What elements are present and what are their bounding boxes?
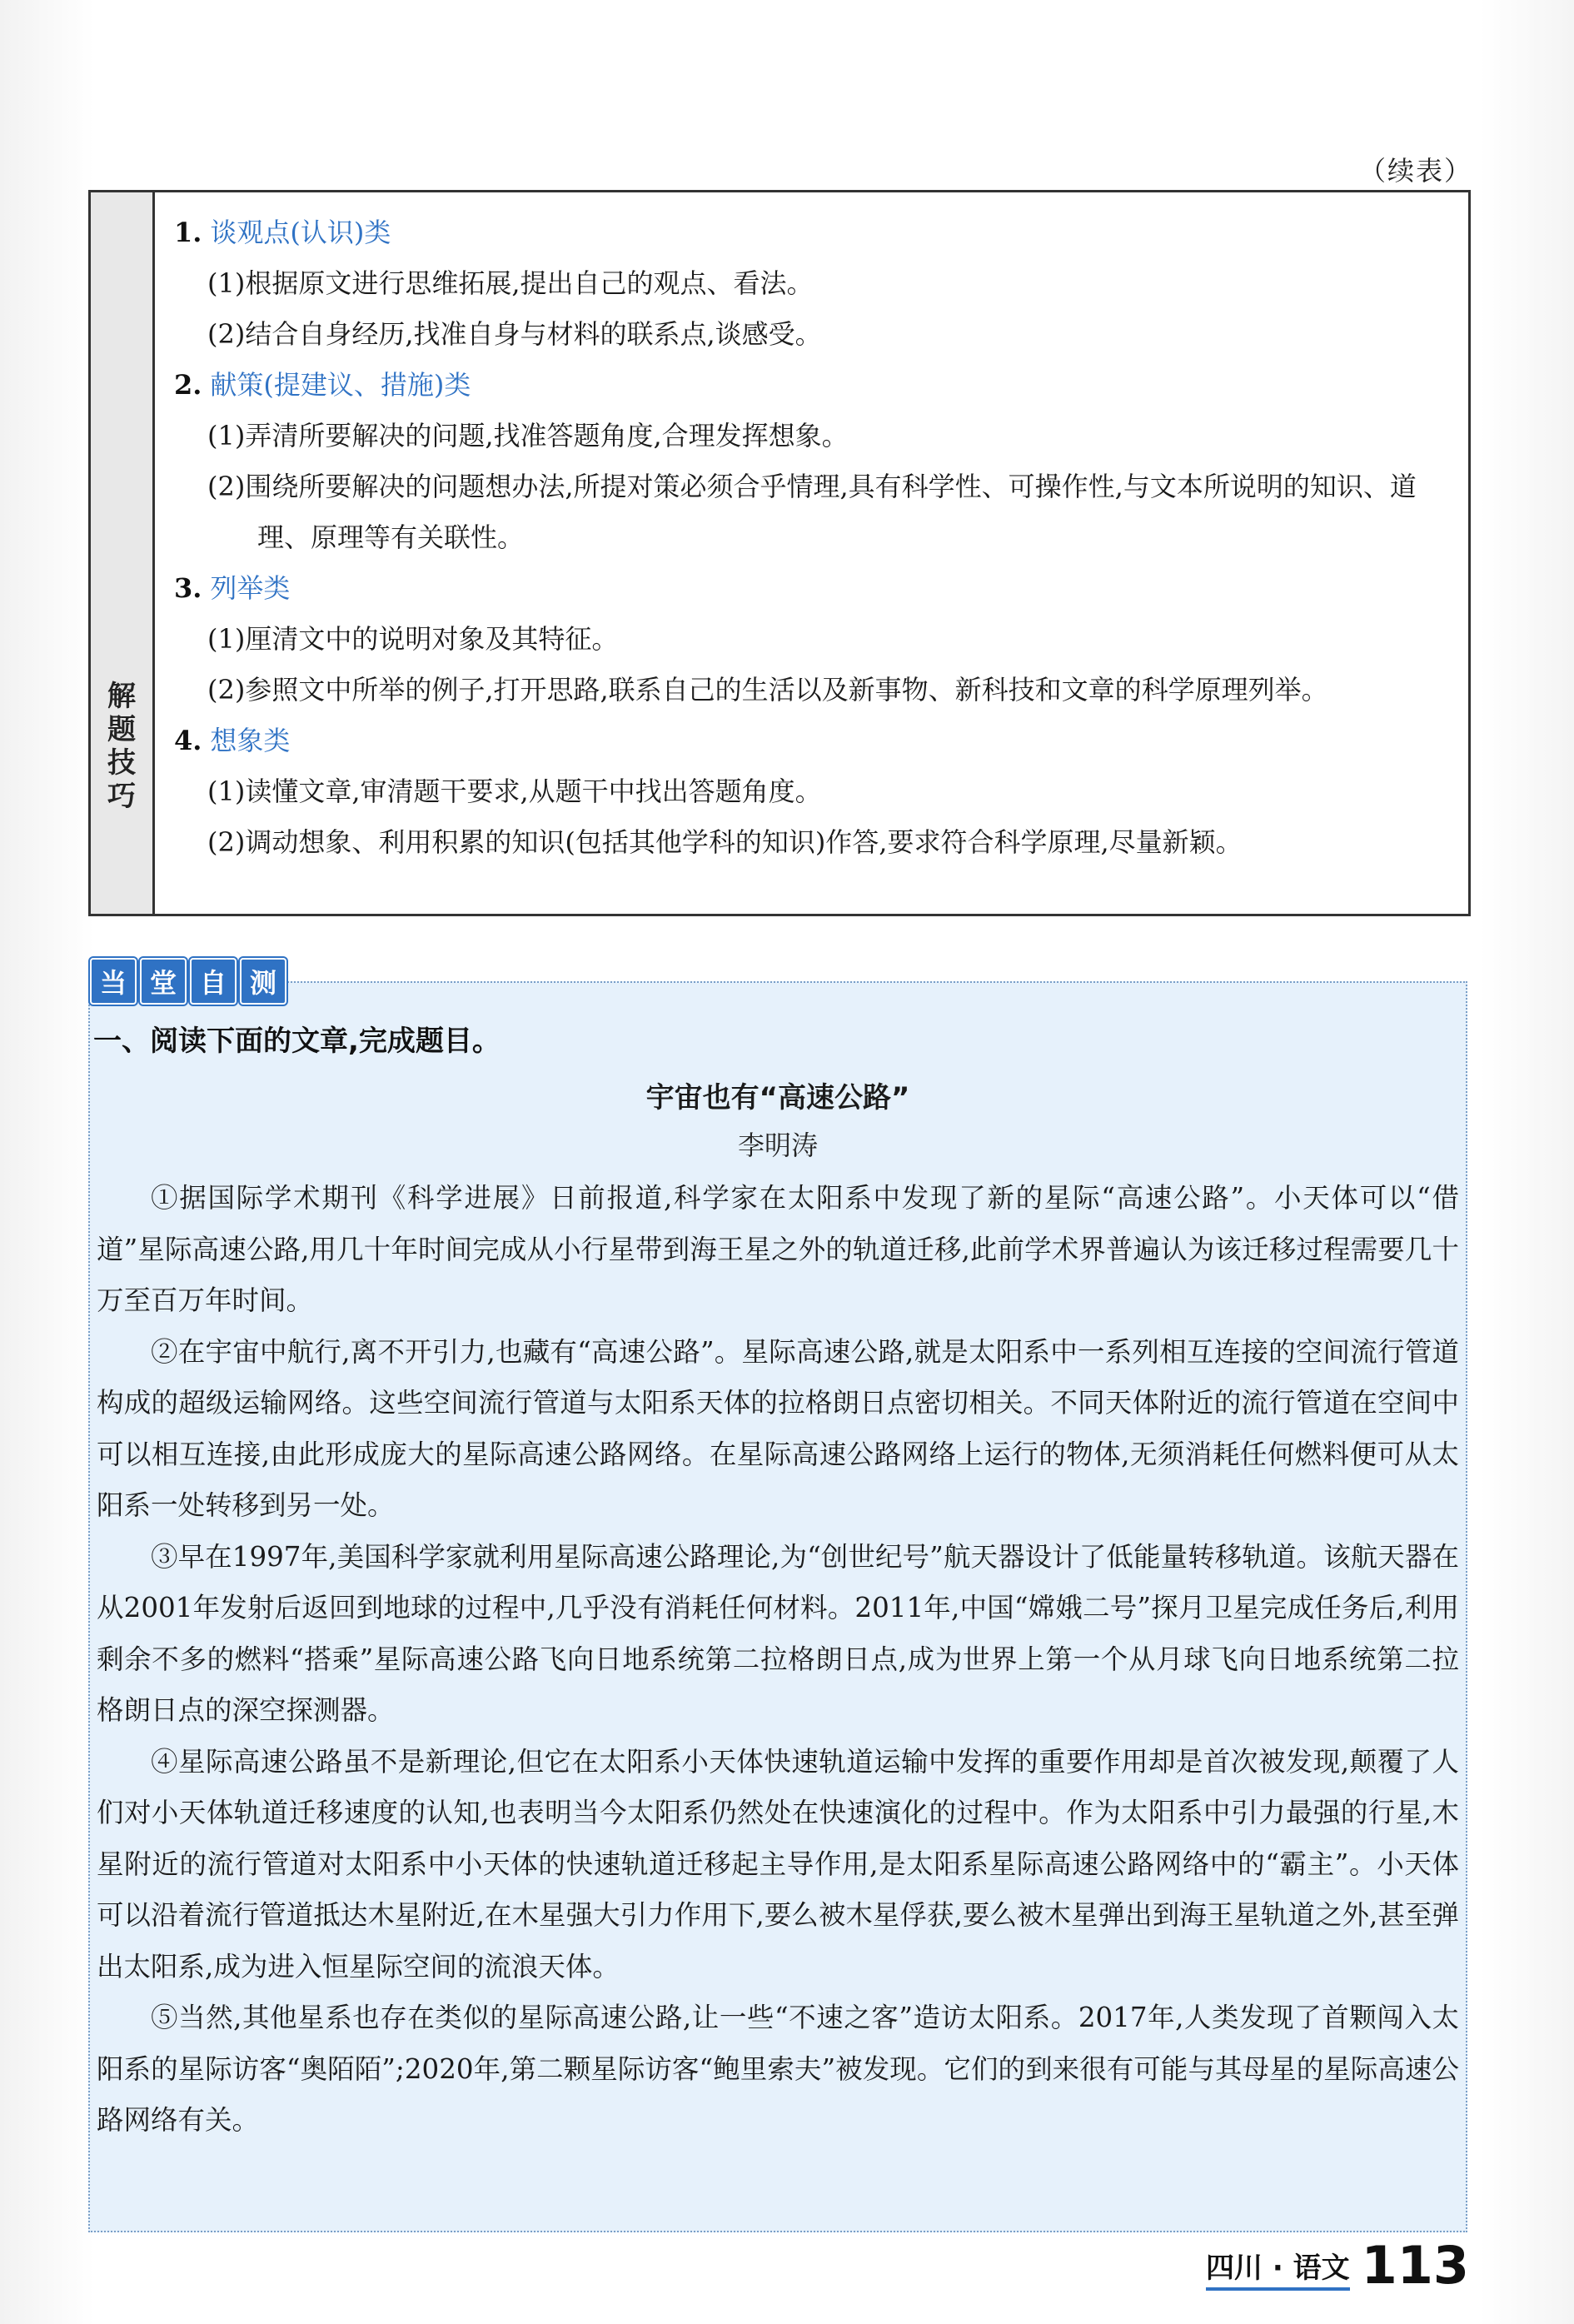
footer-label: 四川 · 语文 bbox=[1206, 2245, 1350, 2291]
badge-char: 当 bbox=[90, 958, 137, 1005]
badge-char: 自 bbox=[190, 958, 237, 1005]
tip-group-1 bbox=[174, 207, 1457, 360]
tip-line: (1)读懂文章,审清题干要求,从题干中找出答题角度。 bbox=[207, 775, 822, 807]
tip-number: 1. bbox=[174, 217, 202, 248]
tips-body bbox=[174, 207, 1457, 868]
article-paragraph-3: ③早在1997年,美国科学家就利用星际高速公路理论,为“创世纪号”航天器设计了低能量转移轨道。该航天器在从2001年发射后返回到地球的过程中,几乎没有消耗任何材料。2011年,中国“嫦娥二号”探月卫星完成任务后,利用剩余不多的燃料“搭乘”星际高速公路飞向日地系统第二拉格朗日点,成为世界上第一个从月球飞向日地系统第二拉格朗日点的深空探测器。 bbox=[97, 1540, 1459, 1726]
tip-line: (2)结合自身经历,找准自身与材料的联系点,谈感受。 bbox=[207, 318, 822, 350]
tip-line: (1)厘清文中的说明对象及其特征。 bbox=[207, 623, 619, 655]
article-paragraph-2: ②在宇宙中航行,离不开引力,也藏有“高速公路”。星际高速公路,就是太阳系中一系列相互连接的空间流行管道构成的超级运输网络。这些空间流行管道与太阳系天体的拉格朗日点密切相关。不同天体附近的流行管道在空间中可以相互连接,由此形成庞大的星际高速公路网络。在星际高速公路网络上运行的物体,无须消耗任何燃料便可从太阳系一处转移到另一处。 bbox=[97, 1335, 1459, 1521]
tips-side-column bbox=[91, 192, 155, 914]
tip-group-4 bbox=[174, 716, 1457, 868]
tips-table bbox=[88, 190, 1471, 916]
tip-line: (2)围绕所要解决的问题想办法,所提对策必须合乎情理,具有科学性、可操作性,与文本所说明的知识、道理、原理等有关联性。 bbox=[207, 471, 1417, 553]
badge-char: 堂 bbox=[140, 958, 187, 1005]
continued-label: （续表） bbox=[1358, 155, 1472, 187]
tip-line: (1)根据原文进行思维拓展,提出自己的观点、看法。 bbox=[207, 267, 814, 299]
tip-line: (1)弄清所要解决的问题,找准答题角度,合理发挥想象。 bbox=[207, 420, 849, 451]
article-paragraph-1: ①据国际学术期刊《科学进展》日前报道,科学家在太阳系中发现了新的星际“高速公路”。小天体可以“借道”星际高速公路,用几十年时间完成从小行星带到海王星之外的轨道迁移,此前学术界普遍认为该迁移过程需要几十万至百万年时间。 bbox=[97, 1182, 1459, 1316]
badge-char: 测 bbox=[240, 958, 286, 1005]
tip-group-2 bbox=[174, 360, 1457, 563]
tip-type: 想象类 bbox=[210, 725, 291, 756]
article-author: 李明涛 bbox=[737, 1130, 818, 1161]
tip-number: 2. bbox=[174, 369, 202, 401]
article-paragraph-5: ⑤当然,其他星系也存在类似的星际高速公路,让一些“不速之客”造访太阳系。2017年,人类发现了首颗闯入太阳系的星际访客“奥陌陌”;2020年,第二颗星际访客“鲍里索夫”被发现。它们的到来很有可能与其母星的星际高速公路网络有关。 bbox=[97, 2002, 1459, 2136]
tip-group-3 bbox=[174, 563, 1457, 716]
tip-type: 谈观点(认识)类 bbox=[210, 217, 391, 248]
tip-line: (2)参照文中所举的例子,打开思路,联系自己的生活以及新事物、新科技和文章的科学原理列举。 bbox=[207, 674, 1328, 706]
tips-side-title: 解 题 技 巧 bbox=[107, 680, 136, 813]
page-footer bbox=[1205, 2235, 1469, 2296]
tip-number: 3. bbox=[174, 572, 202, 604]
tip-number: 4. bbox=[174, 725, 202, 756]
page-number: 113 bbox=[1361, 2235, 1469, 2296]
article-title: 宇宙也有“高速公路” bbox=[645, 1081, 910, 1115]
tip-line: (2)调动想象、利用积累的知识(包括其他学科的知识)作答,要求符合科学原理,尽量新颖。 bbox=[207, 826, 1243, 858]
section-heading: 一、阅读下面的文章,完成题目。 bbox=[93, 1025, 501, 1058]
self-test-badge bbox=[90, 958, 286, 1003]
article-body bbox=[97, 1173, 1459, 2147]
tip-type: 列举类 bbox=[210, 572, 291, 604]
tip-type: 献策(提建议、措施)类 bbox=[210, 369, 471, 401]
article-paragraph-4: ④星际高速公路虽不是新理论,但它在太阳系小天体快速轨道运输中发挥的重要作用却是首次被发现,颠覆了人们对小天体轨道迁移速度的认知,也表明当今太阳系仍然处在快速演化的过程中。作为太阳系中引力最强的行星,木星附近的流行管道对太阳系中小天体的快速轨道迁移起主导作用,是太阳系星际高速公路网络中的“霸主”。小天体可以沿着流行管道抵达木星附近,在木星强大引力作用下,要么被木星俘获,要么被木星弹出到海王星轨道之外,甚至弹出太阳系,成为进入恒星际空间的流浪天体。 bbox=[97, 1745, 1459, 1982]
